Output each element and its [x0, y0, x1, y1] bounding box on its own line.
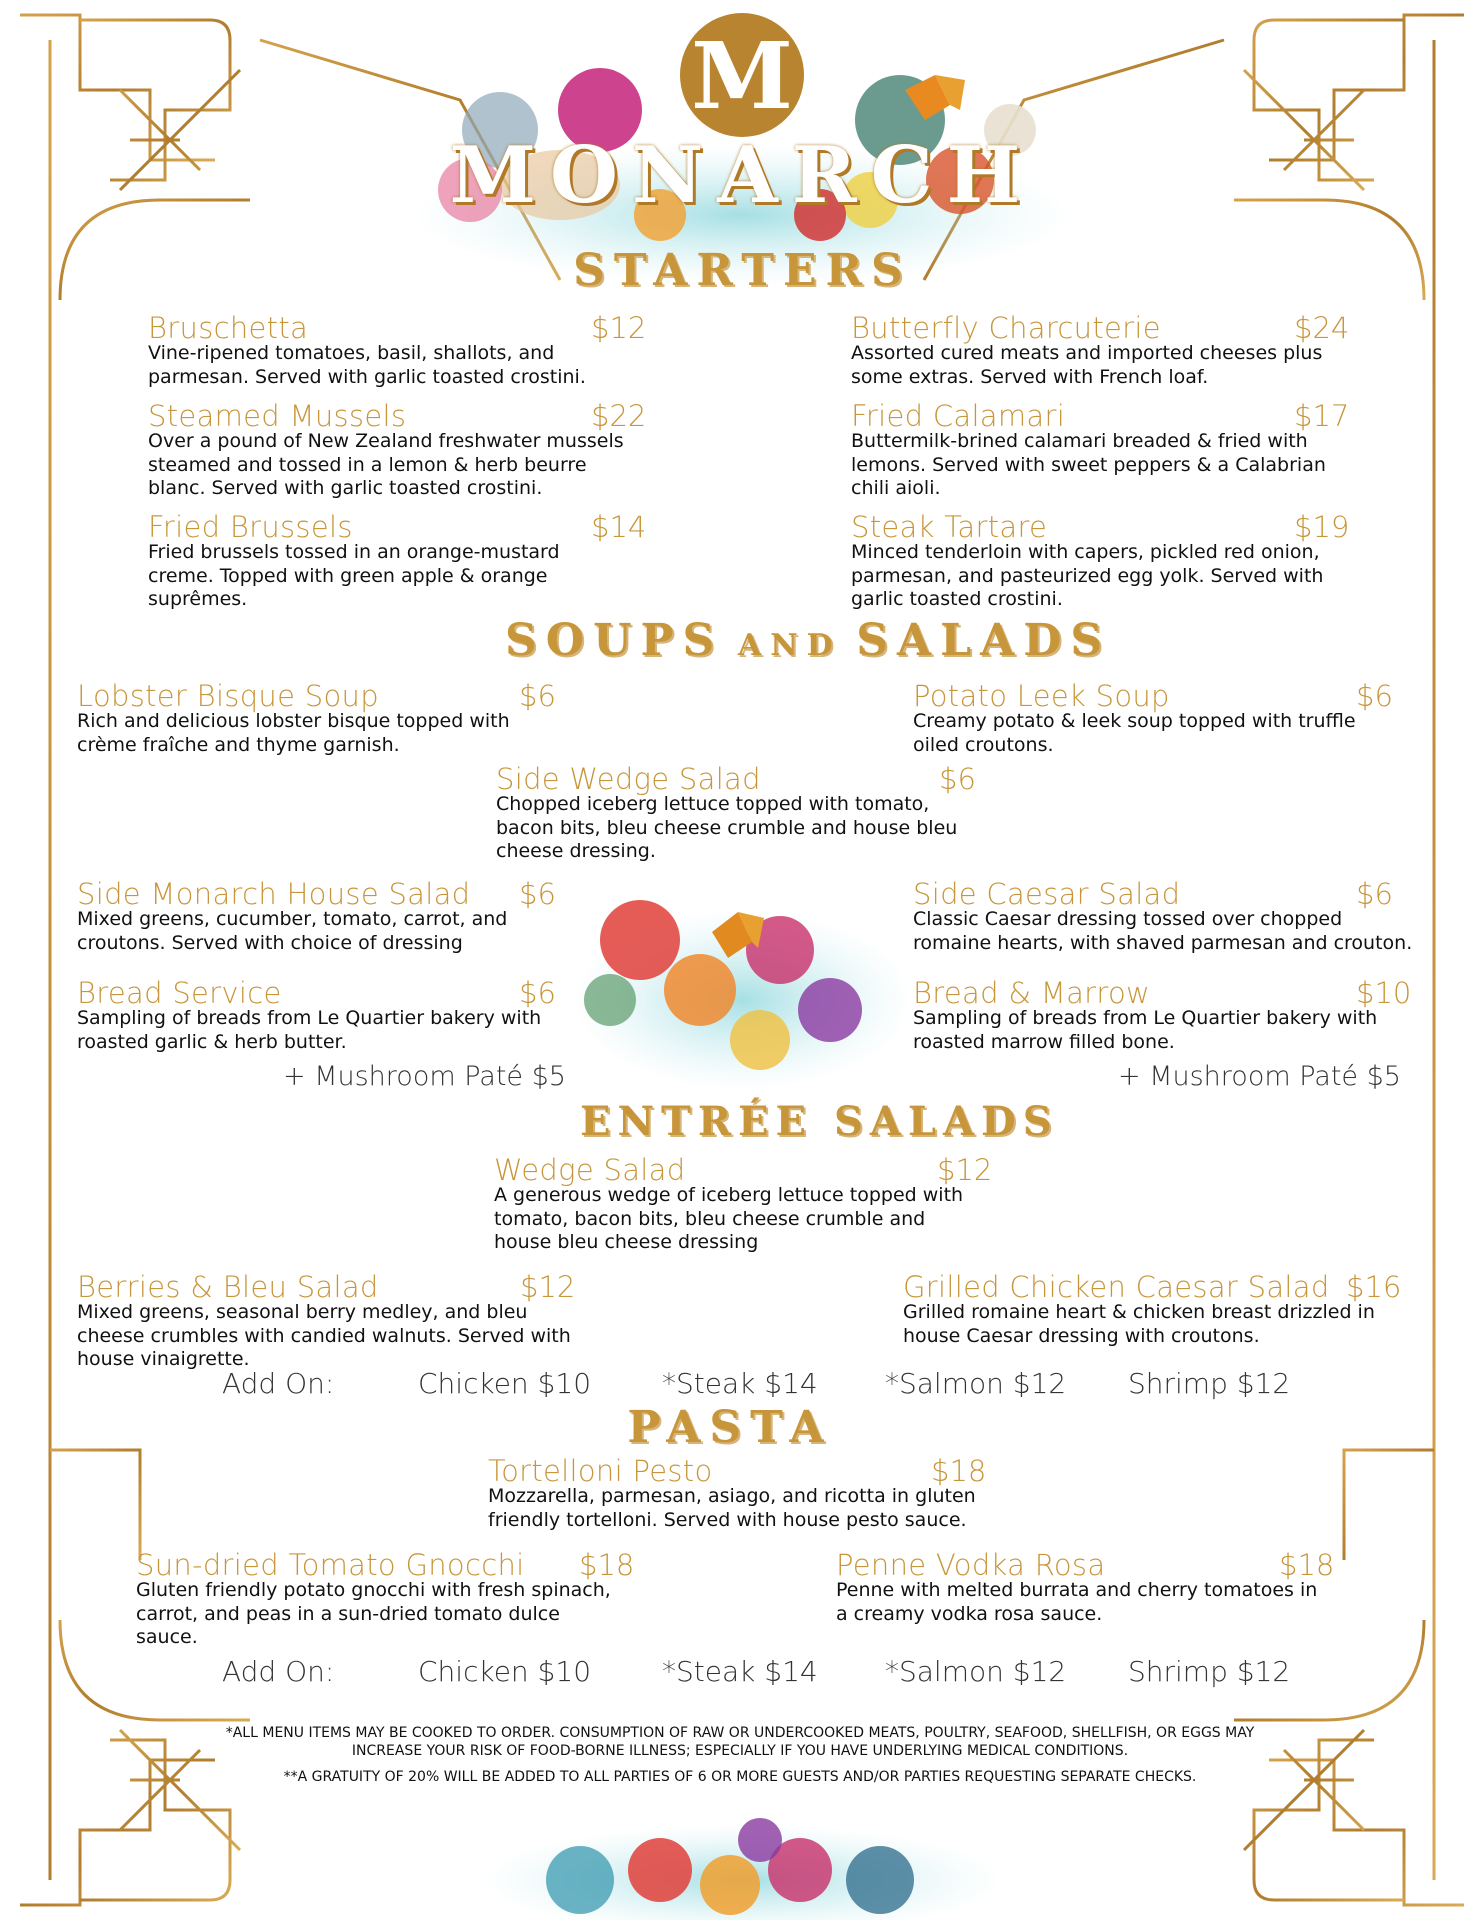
item-price: $6: [1356, 877, 1393, 911]
gratuity-note: **A GRATUITY OF 20% WILL BE ADDED TO ALL PARTIES OF 6 OR MORE GUESTS AND/OR PARTIES REQUESTING SEPARATE CHECKS.: [283, 1769, 1197, 1785]
addon-chicken: Chicken $10: [418, 1367, 592, 1400]
item-desc: Fried brussels tossed in an orange-mustard creme. Topped with green apple & orange suprêmes.: [148, 541, 560, 610]
bread-addon-right: + Mushroom Paté $5: [1118, 1061, 1401, 1092]
addon-shrimp: Shrimp $12: [1128, 1367, 1291, 1400]
item-name: Grilled Chicken Caesar Salad: [903, 1270, 1330, 1304]
item-desc: Over a pound of New Zealand freshwater mussels steamed and tossed in a lemon & herb beurre blanc. Served with garlic toasted crostini.: [148, 430, 624, 499]
item-desc: Mixed greens, seasonal berry medley, and bleu cheese crumbles with candied walnuts. Served with house vinaigrette.: [77, 1301, 571, 1370]
menu-item: [77, 680, 557, 757]
item-desc: Chopped iceberg lettuce topped with tomato, bacon bits, bleu cheese crumble and house bleu cheese dressing.: [496, 793, 958, 862]
addon-salmon: *Salmon $12: [885, 1367, 1067, 1400]
menu-item: [77, 878, 567, 955]
menu-item: [494, 1153, 993, 1255]
item-price: $22: [591, 399, 647, 433]
menu-item: [851, 311, 1350, 389]
item-desc: Classic Caesar dressing tossed over chopped romaine hearts, with shaved parmesan and crouton.: [913, 908, 1413, 954]
menu-item: [136, 1548, 635, 1650]
menu-item: [148, 399, 647, 501]
item-price: $12: [520, 1270, 576, 1304]
item-name: Side Wedge Salad: [496, 762, 761, 796]
addon-chicken: Chicken $10: [418, 1655, 592, 1688]
section-title-soups-salads: SOUPS AND SALADS: [505, 615, 1112, 666]
item-price: $18: [1279, 1548, 1335, 1582]
menu-item: [913, 679, 1393, 757]
addon-shrimp: Shrimp $12: [1128, 1655, 1291, 1688]
item-desc: Sampling of breads from Le Quartier bakery with roasted marrow filled bone.: [913, 1007, 1378, 1053]
item-desc: Rich and delicious lobster bisque topped with crème fraîche and thyme garnish.: [77, 710, 510, 756]
item-price: $14: [591, 510, 647, 544]
disclaimer-note: *ALL MENU ITEMS MAY BE COOKED TO ORDER. CONSUMPTION OF RAW OR UNDERCOOKED MEATS, POULTRY, SEAFOOD, SHELLFISH, OR EGGS MAY INCREASE YOUR RISK OF FOOD-BORNE ILLNESS; ESPECIALLY IF YOU HAVE UNDERLYING MEDICAL CONDITIONS.: [225, 1725, 1255, 1759]
item-price: $18: [579, 1548, 635, 1582]
item-name: Sun-dried Tomato Gnocchi: [136, 1548, 525, 1582]
item-name: Potato Leek Soup: [913, 679, 1170, 713]
item-price: $19: [1294, 510, 1350, 544]
menu-item: [913, 976, 1412, 1054]
item-desc: Creamy potato & leek soup topped with truffle oiled croutons.: [913, 710, 1356, 756]
item-price: $6: [1356, 679, 1393, 713]
item-desc: Penne with melted burrata and cherry tomatoes in a creamy vodka rosa sauce.: [836, 1579, 1318, 1625]
item-price: $18: [931, 1454, 987, 1488]
item-name: Bruschetta: [148, 311, 309, 345]
item-desc: Vine-ripened tomatoes, basil, shallots, and parmesan. Served with garlic toasted crostini.: [148, 342, 586, 388]
bottom-floral-art: [482, 1818, 1002, 1920]
bread-addon-left: + Mushroom Paté $5: [283, 1061, 566, 1092]
menu-item: [77, 977, 567, 1054]
item-name: Side Monarch House Salad: [77, 877, 471, 911]
menu-item: [148, 311, 647, 389]
addon-salmon: *Salmon $12: [885, 1655, 1067, 1688]
item-desc: Minced tenderloin with capers, pickled red onion, parmesan, and pasteurized egg yolk. Served with garlic toasted crostini.: [851, 541, 1324, 610]
item-price: $12: [591, 311, 647, 345]
item-name: Bread Service: [77, 976, 282, 1010]
item-desc: Mozzarella, parmesan, asiago, and ricotta in gluten friendly tortelloni. Served with house pesto sauce.: [488, 1485, 976, 1531]
middle-floral-art: [572, 900, 912, 1090]
section-title-entree-salads: ENTRÉE SALADS: [580, 1098, 1059, 1145]
item-price: $6: [519, 679, 556, 713]
item-price: $6: [519, 877, 556, 911]
item-name: Penne Vodka Rosa: [836, 1548, 1106, 1582]
item-desc: A generous wedge of iceberg lettuce topped with tomato, bacon bits, bleu cheese crumble and house bleu cheese dressing: [494, 1184, 964, 1253]
menu-item: [903, 1270, 1402, 1348]
addon-label: Add On:: [222, 1367, 335, 1400]
menu-item: [913, 878, 1423, 955]
item-desc: Gluten friendly potato gnocchi with fresh spinach, carrot, and peas in a sun-dried tomato dulce sauce.: [136, 1579, 611, 1648]
item-name: Steak Tartare: [851, 510, 1048, 544]
item-desc: Grilled romaine heart & chicken breast drizzled in house Caesar dressing with croutons.: [903, 1301, 1375, 1347]
item-price: $10: [1356, 976, 1412, 1010]
menu-item: [851, 510, 1350, 612]
item-name: Fried Brussels: [148, 510, 353, 544]
brand-name: MONARCH: [449, 130, 1035, 221]
item-price: $24: [1294, 311, 1350, 345]
logo-letter: M: [691, 22, 793, 130]
addon-steak: *Steak $14: [662, 1655, 818, 1688]
item-name: Berries & Bleu Salad: [77, 1270, 379, 1304]
item-desc: Sampling of breads from Le Quartier bakery with roasted garlic & herb butter.: [77, 1007, 542, 1053]
item-name: Bread & Marrow: [913, 976, 1151, 1010]
menu-item: [836, 1548, 1335, 1626]
item-name: Wedge Salad: [494, 1153, 686, 1187]
item-name: Steamed Mussels: [148, 399, 407, 433]
item-price: $17: [1294, 399, 1350, 433]
menu-item: [77, 1271, 587, 1372]
addon-label: Add On:: [222, 1655, 335, 1688]
menu-item: [851, 399, 1350, 501]
section-title-starters: STARTERS: [573, 245, 912, 296]
item-price: $6: [939, 762, 976, 796]
menu-item: [488, 1454, 987, 1532]
addon-steak: *Steak $14: [662, 1367, 818, 1400]
item-price: $12: [937, 1153, 993, 1187]
item-price: $6: [519, 976, 556, 1010]
item-desc: Mixed greens, cucumber, tomato, carrot, and croutons. Served with choice of dressing: [77, 908, 508, 954]
item-desc: Buttermilk-brined calamari breaded & fried with lemons. Served with sweet peppers & a Calabrian chili aioli.: [851, 430, 1326, 499]
menu-item: [496, 763, 986, 864]
section-title-pasta: PASTA: [627, 1402, 833, 1453]
item-name: Side Caesar Salad: [913, 877, 1181, 911]
menu-item: [148, 510, 647, 612]
item-name: Tortelloni Pesto: [488, 1454, 713, 1488]
item-name: Fried Calamari: [851, 399, 1066, 433]
item-price: $16: [1346, 1270, 1402, 1304]
item-desc: Assorted cured meats and imported cheeses plus some extras. Served with French loaf.: [851, 342, 1323, 388]
item-name: Lobster Bisque Soup: [77, 679, 379, 713]
item-name: Butterfly Charcuterie: [851, 311, 1161, 345]
